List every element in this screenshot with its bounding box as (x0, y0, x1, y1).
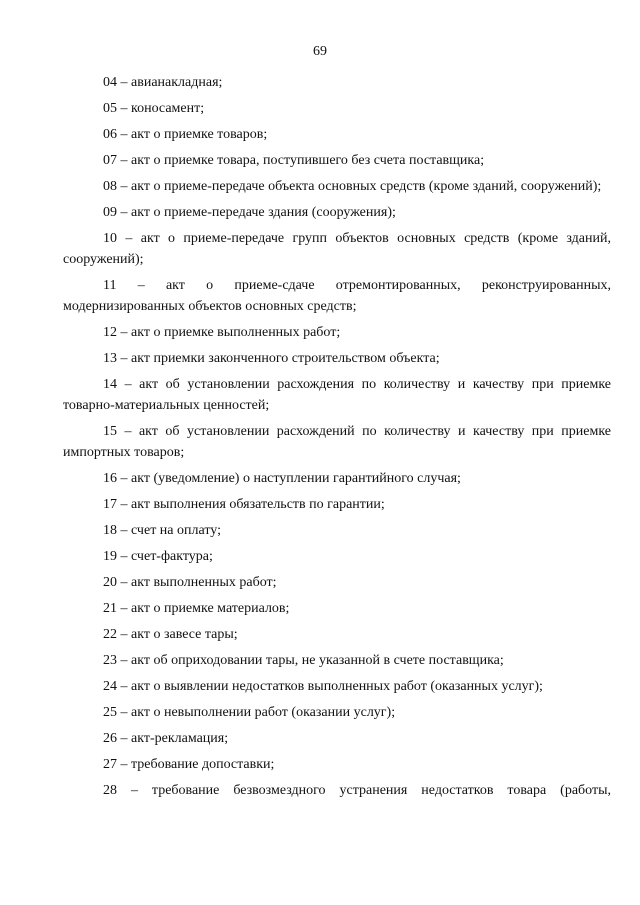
list-item: 21 – акт о приемке материалов; (103, 601, 290, 616)
list-item: 10 – акт о приеме-передаче групп объектов основных средств (кроме зданий, сооружений); (63, 231, 611, 267)
list-item: 20 – акт выполненных работ; (103, 575, 277, 590)
list-item: 11 – акт о приеме-сдаче отремонтированных, реконструированных, модернизированных объектов основных средств; (63, 278, 611, 314)
list-item: 16 – акт (уведомление) о наступлении гарантийного случая; (103, 471, 461, 486)
list-item: 04 – авианакладная; (103, 75, 223, 90)
list-item: 28 – требование безвозмездного устранения недостатков товара (работы, (103, 783, 611, 798)
list-item: 14 – акт об установлении расхождения по количеству и качеству при приемке товарно-материальных ценностей; (63, 377, 611, 413)
list-item: 24 – акт о выявлении недостатков выполненных работ (оказанных услуг); (103, 679, 543, 694)
list-item: 17 – акт выполнения обязательств по гарантии; (103, 497, 385, 512)
list-item: 15 – акт об установлении расхождений по количеству и качеству при приемке импортных товаров; (63, 424, 611, 460)
list-item: 25 – акт о невыполнении работ (оказании услуг); (103, 705, 396, 720)
list-item: 19 – счет-фактура; (103, 549, 213, 564)
list-item: 13 – акт приемки законченного строительством объекта; (103, 351, 440, 366)
list-item: 18 – счет на оплату; (103, 523, 221, 538)
list-item: 23 – акт об оприходовании тары, не указанной в счете поставщика; (103, 653, 504, 668)
document-list (63, 72, 611, 806)
page-number: 69 (313, 44, 327, 59)
list-item: 12 – акт о приемке выполненных работ; (103, 325, 341, 340)
list-item: 09 – акт о приеме-передаче здания (сооружения); (103, 205, 396, 220)
list-item: 06 – акт о приемке товаров; (103, 127, 268, 142)
list-item: 27 – требование допоставки; (103, 757, 275, 772)
list-item: 08 – акт о приеме-передаче объекта основных средств (кроме зданий, сооружений); (103, 179, 602, 194)
list-item: 22 – акт о завесе тары; (103, 627, 238, 642)
list-item: 26 – акт-рекламация; (103, 731, 229, 746)
list-item: 05 – коносамент; (103, 101, 205, 116)
list-item: 07 – акт о приемке товара, поступившего без счета поставщика; (103, 153, 485, 168)
